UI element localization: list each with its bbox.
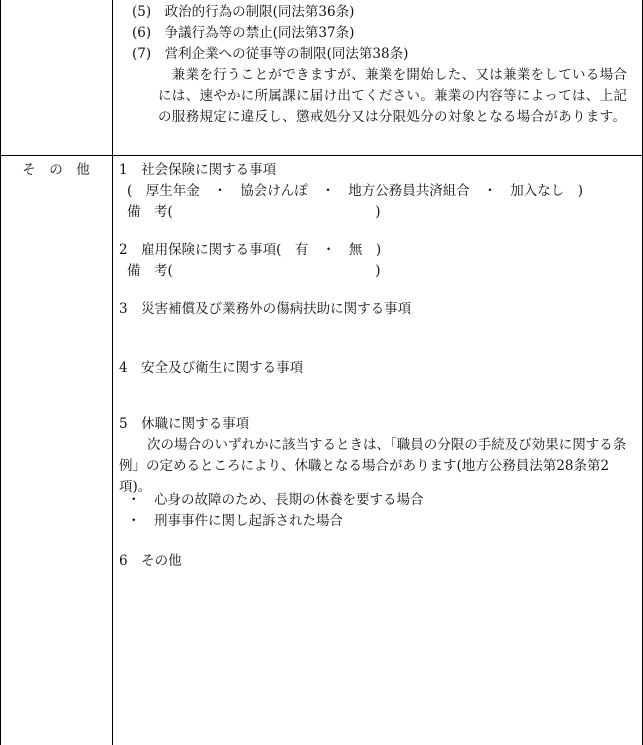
list-item: (6) 争議行為等の禁止(同法第37条)	[132, 25, 355, 41]
section-title-safety-health: 4 安全及び衛生に関する事項	[119, 360, 304, 376]
table-column-divider	[112, 0, 113, 745]
table-border-left	[0, 0, 1, 745]
section-title-social-insurance: 1 社会保険に関する事項	[119, 162, 277, 178]
side-job-paragraph: 兼業を行うことができますが、兼業を開始した、又は兼業をしている場合には、速やかに所属課に届け出てください。兼業の内容等によっては、上記の服務規定に違反し、懲戒処分又は分限処分の対象となる場合があります。	[158, 67, 628, 125]
section-title-other: 6 その他	[119, 553, 182, 569]
social-insurance-options: ( 厚生年金 ・ 協会けんぽ ・ 地方公務員共済組合 ・ 加入なし )	[127, 183, 584, 199]
section-title-accident-compensation: 3 災害補償及び業務外の傷病扶助に関する事項	[119, 301, 412, 317]
list-item: (7) 営利企業への従事等の制限(同法第38条)	[132, 46, 409, 62]
leave-paragraph: 次の場合のいずれかに該当するときは、「職員の分限の手続及び効果に関する条例」の定めるところにより、休職となる場合があります(地方公務員法第28条第2項)。	[119, 437, 627, 495]
table-row-divider	[0, 155, 643, 156]
section-title-leave: 5 休職に関する事項	[119, 416, 250, 432]
employment-insurance-note: 備 考( )	[127, 263, 381, 279]
row-label-other: そ の 他	[22, 162, 90, 178]
list-item: ・ 心身の故障のため、長期の休養を要する場合	[127, 492, 424, 508]
list-item: ・ 刑事事件に関し起訴された場合	[127, 513, 343, 529]
social-insurance-note: 備 考( )	[127, 204, 381, 220]
list-item: (5) 政治的行為の制限(同法第36条)	[132, 4, 355, 20]
section-title-employment-insurance: 2 雇用保険に関する事項( 有 ・ 無 )	[119, 242, 382, 258]
